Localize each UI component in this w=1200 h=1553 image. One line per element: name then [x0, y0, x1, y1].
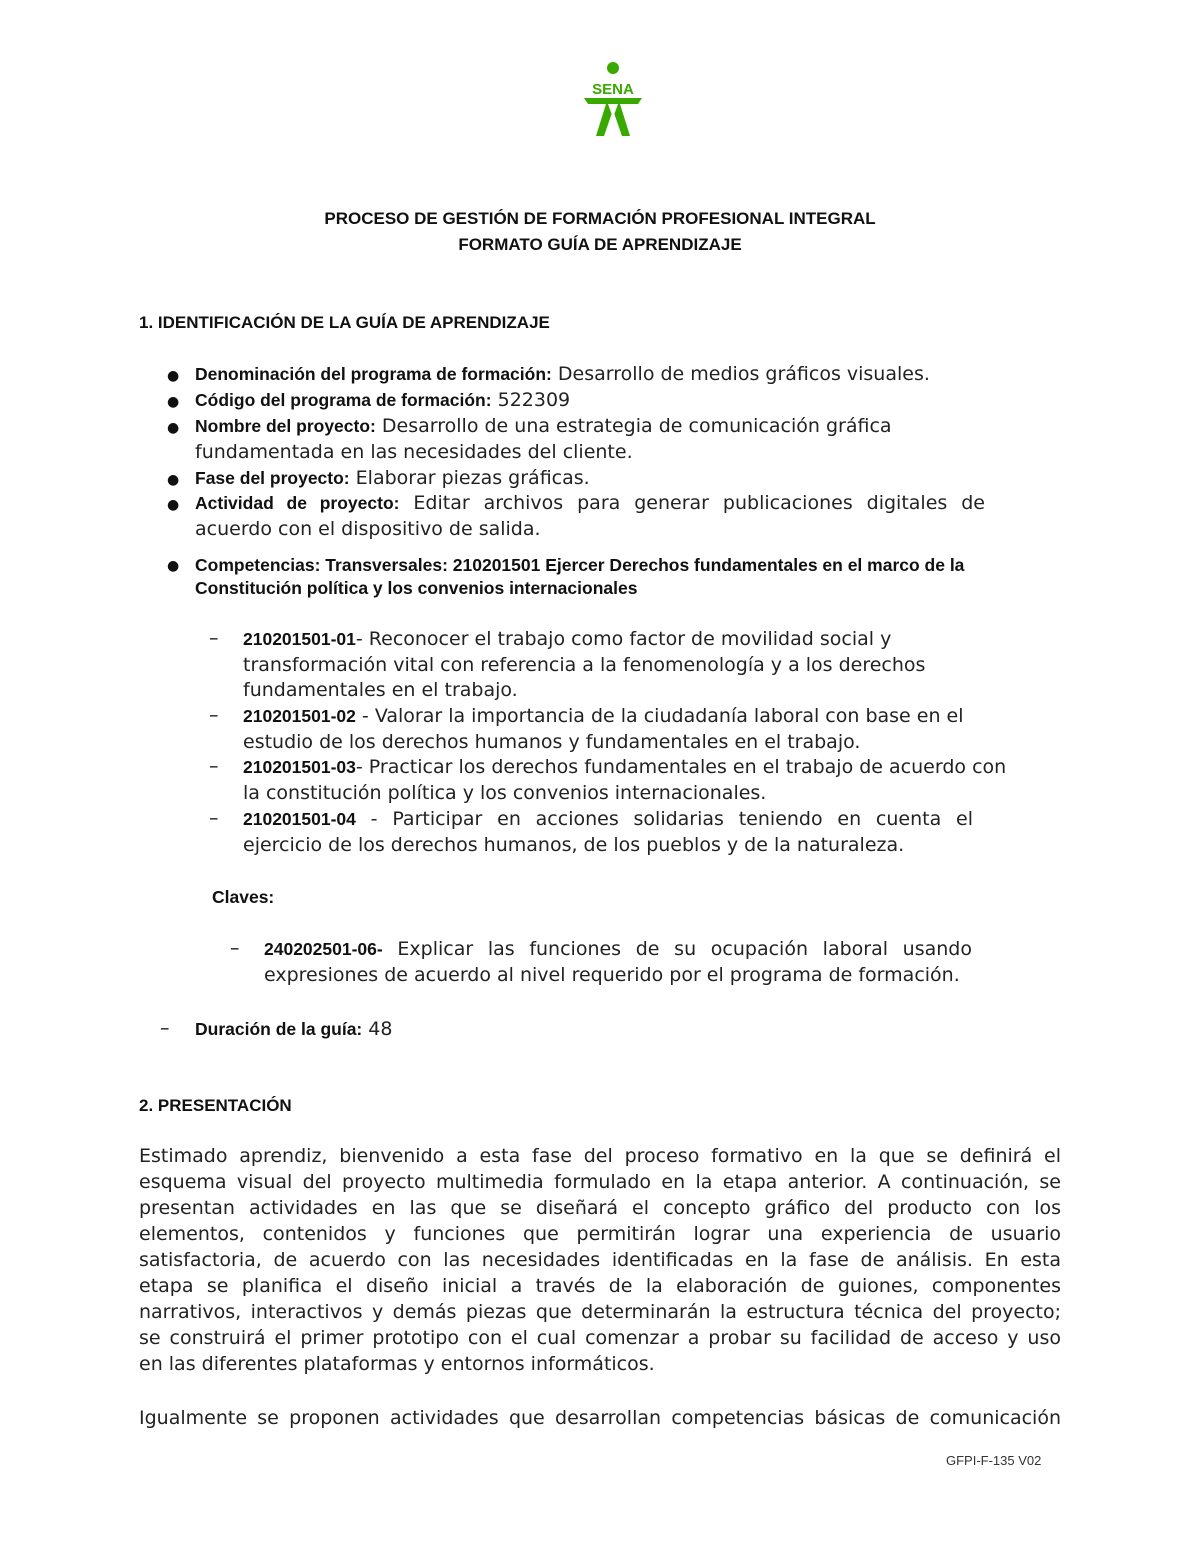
competencias-heading: Competencias: Transversales: 210201501 Ejercer Derechos fundamentales en el marco de la Constitución política y los convenios internacionales [195, 555, 965, 598]
clave-item-01: 240202501-06- Explicar las funciones de su ocupación laboral usando expresiones de acuerdo al nivel requerido por el programa de formación. [264, 938, 972, 986]
item-fase: Fase del proyecto: Elaborar piezas gráficas. [195, 467, 590, 489]
document-title-line1: PROCESO DE GESTIÓN DE FORMACIÓN PROFESIONAL INTEGRAL [324, 209, 876, 228]
document-title-line2: FORMATO GUÍA DE APRENDIZAJE [458, 235, 742, 254]
bullet-icon: ● [167, 497, 180, 513]
bullet-icon: ● [167, 368, 180, 384]
presentation-paragraph: Estimado aprendiz, bienvenido a esta fase del proceso formativo en la que se definirá el esquema visual del proyecto multimedia formulado en la etapa anterior. A continuación, se presentan actividades en las que se diseñará el concepto gráfico del producto con los elementos, contenidos y funciones que permitirán lograr una experiencia de usuario satisfactoria, de acuerdo con las necesidades identificadas en la fase de análisis. En esta etapa se planifica el diseño inicial a través de la elaboración de guiones, componentes narrativos, interactivos y demás piezas que determinarán la estructura técnica del proyecto; se construirá el primer prototipo con el cual comenzar a probar su facilidad de acceso y uso en las diferentes plataformas y entornos informáticos. [139, 1145, 1061, 1375]
section1-heading: 1. IDENTIFICACIÓN DE LA GUÍA DE APRENDIZAJE [139, 313, 550, 332]
item-nombre-proyecto: Nombre del proyecto: Desarrollo de una estrategia de comunicación gráfica fundamentada en las necesidades del cliente. [195, 415, 892, 463]
duracion-item: Duración de la guía: 48 [195, 1018, 393, 1040]
transversal-item-01: 210201501-01- Reconocer el trabajo como factor de movilidad social y transformación vital con referencia a la fenomenología y a los derechos fundamentales en el trabajo. [243, 628, 926, 701]
sena-logo [578, 60, 648, 140]
bullet-icon: ● [167, 472, 180, 488]
dash-icon: – [209, 704, 219, 726]
document-code-footer: GFPI-F-135 V02 [946, 1453, 1042, 1468]
bullet-icon: ● [167, 558, 180, 574]
item-denominacion: Denominación del programa de formación: Desarrollo de medios gráficos visuales. [195, 363, 930, 385]
bullet-icon: ● [167, 394, 180, 410]
bullet-icon: ● [167, 420, 180, 436]
claves-label: Claves: [212, 887, 275, 907]
dash-icon: – [209, 627, 219, 649]
section2-heading: 2. PRESENTACIÓN [139, 1096, 292, 1115]
transversal-item-04: 210201501-04 - Participar en acciones solidarias teniendo en cuenta el ejercicio de los derechos humanos, de los pueblos y de la naturaleza. [243, 808, 973, 856]
dash-icon: – [209, 807, 219, 829]
transversal-item-03: 210201501-03- Practicar los derechos fundamentales en el trabajo de acuerdo con la constitución política y los convenios internacionales. [243, 756, 1007, 804]
dash-icon: – [209, 755, 219, 777]
dash-icon: – [230, 937, 240, 959]
item-actividad: Actividad de proyecto: Editar archivos para generar publicaciones digitales de acuerdo con el dispositivo de salida. [195, 492, 985, 540]
dash-icon: – [160, 1017, 170, 1039]
transversal-item-02: 210201501-02 - Valorar la importancia de la ciudadanía laboral con base en el estudio de los derechos humanos y fundamentales en el trabajo. [243, 705, 964, 753]
presentation-paragraph-2: Igualmente se proponen actividades que desarrollan competencias básicas de comunicación [139, 1407, 1061, 1429]
item-codigo: Código del programa de formación: 522309 [195, 389, 571, 411]
sena-logo-text: SENA [592, 81, 634, 98]
